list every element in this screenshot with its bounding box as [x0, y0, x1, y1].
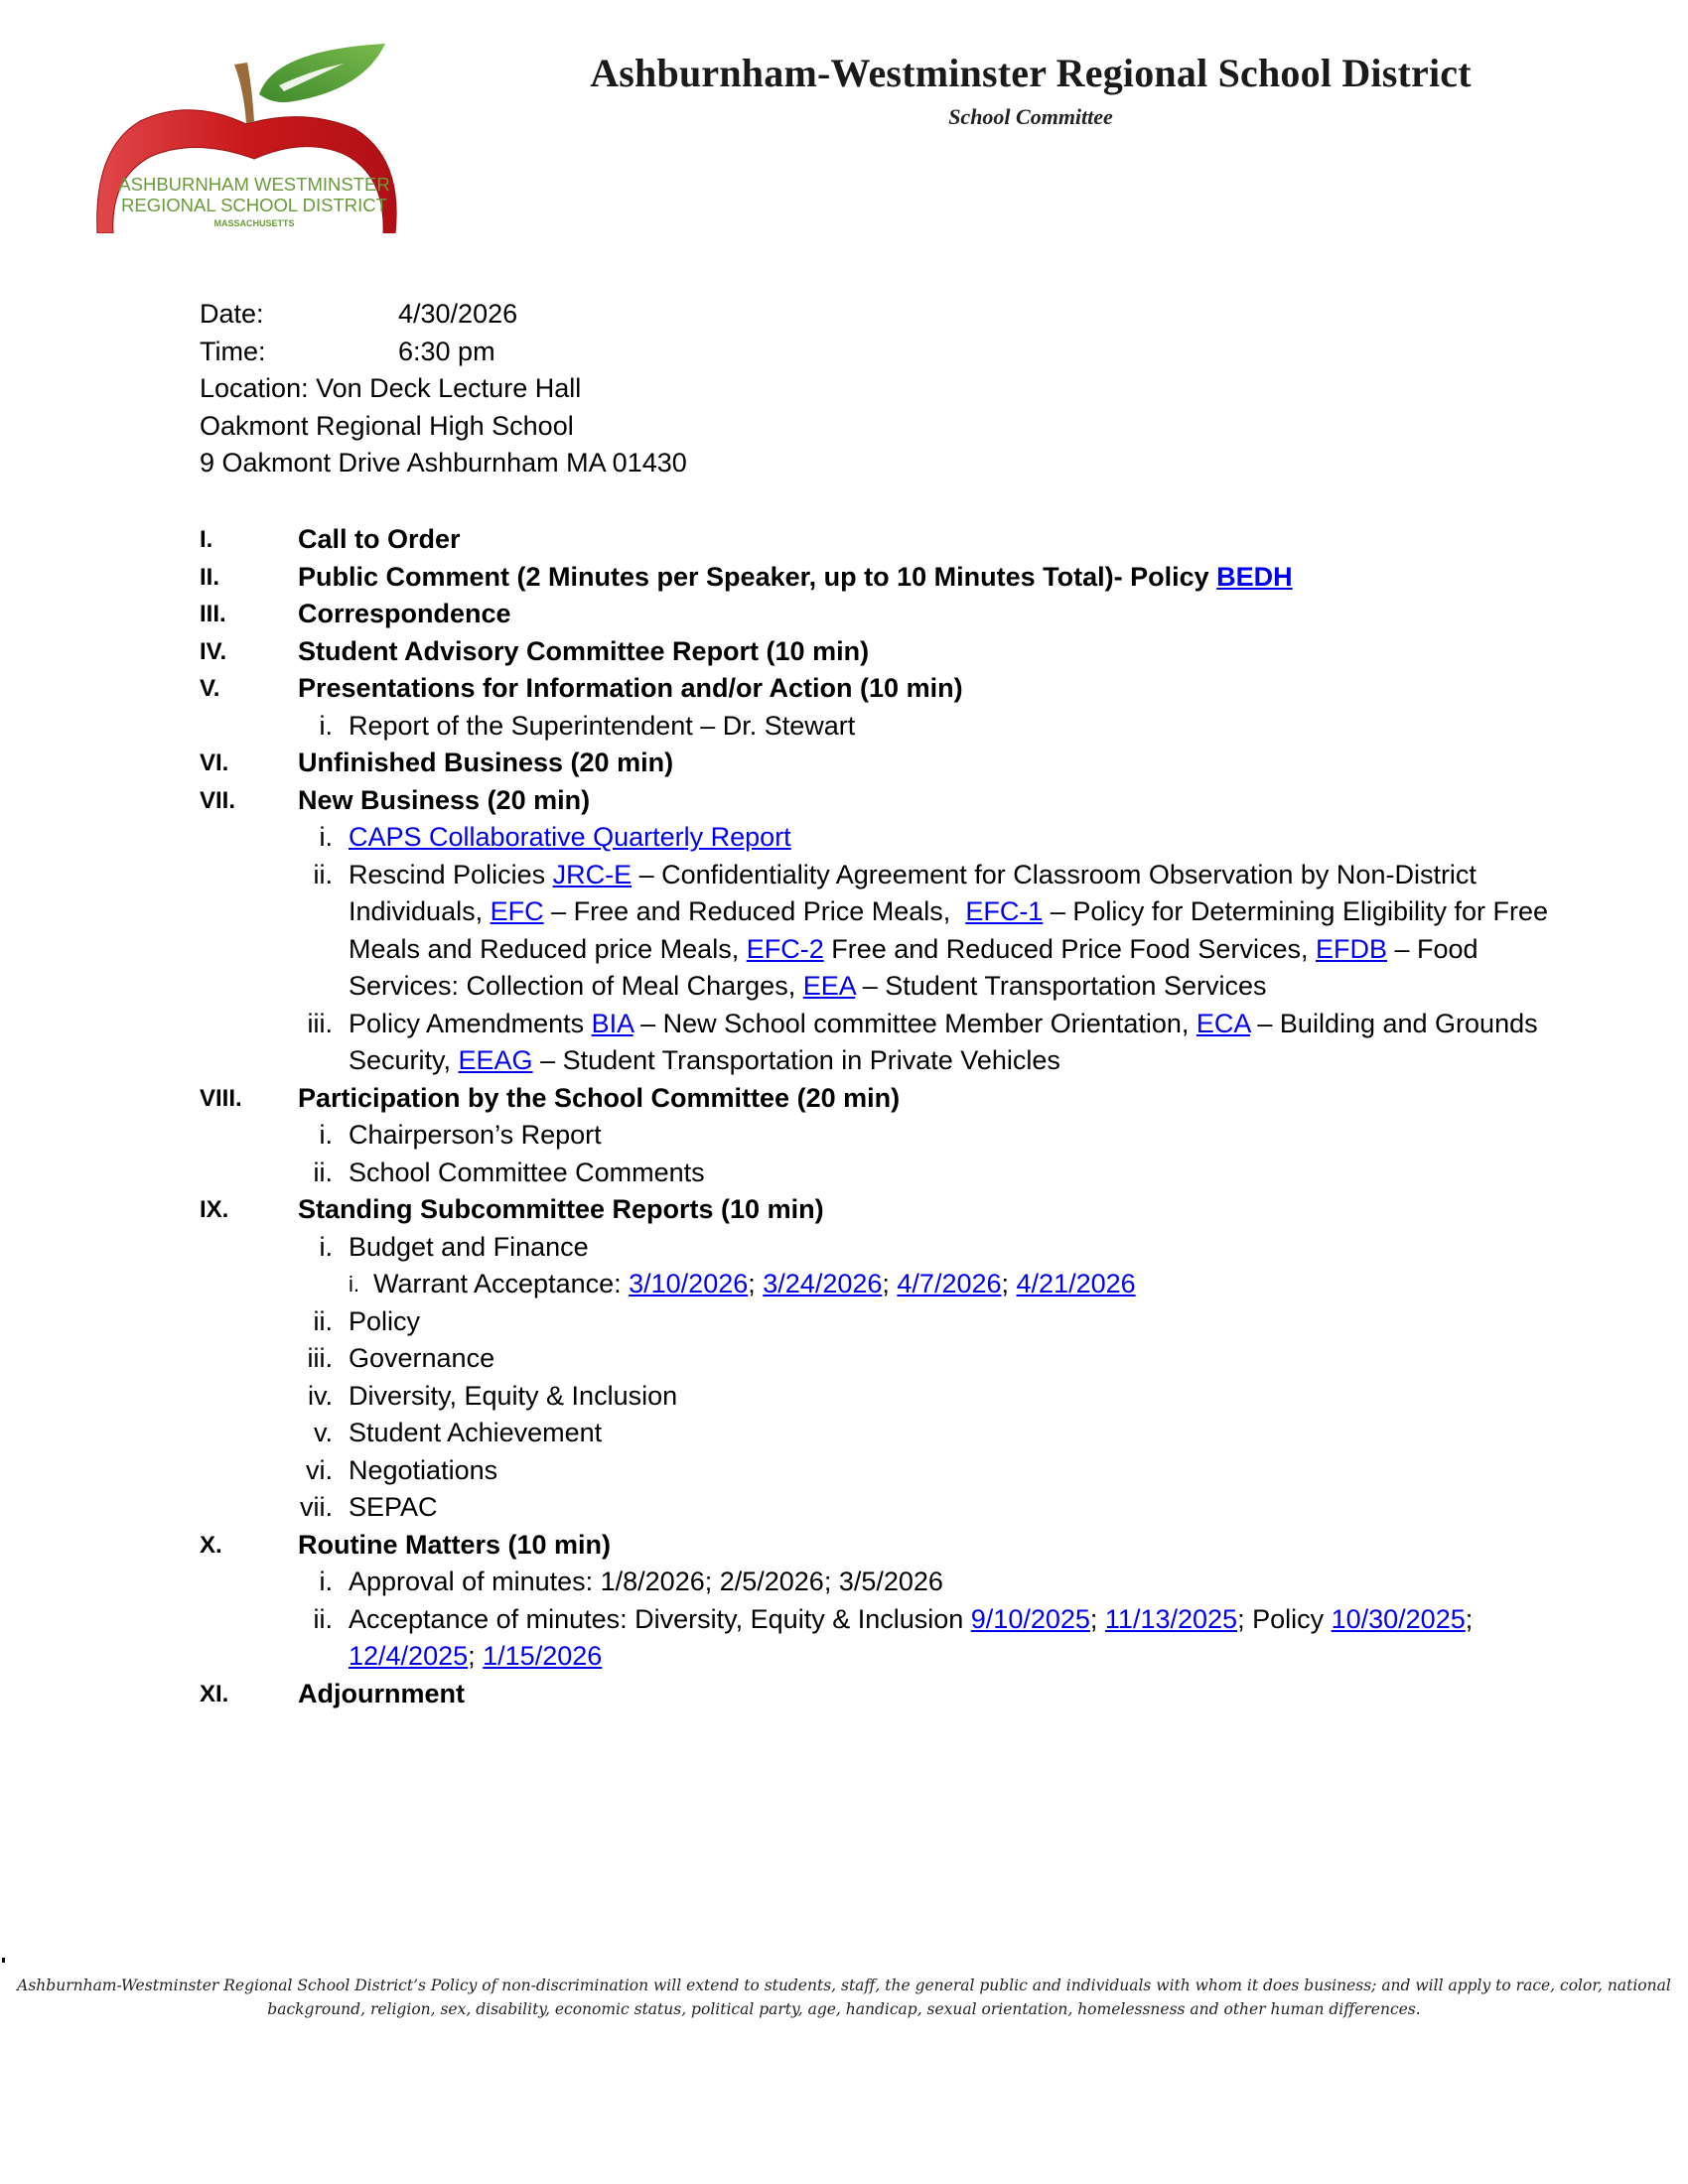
- agenda-item: [200, 670, 1590, 708]
- policy-link-bedh[interactable]: BEDH: [1216, 561, 1293, 592]
- subitem-text: Rescind Policies: [349, 859, 553, 889]
- subitem-text: Governance: [349, 1343, 495, 1373]
- district-logo: [95, 30, 413, 233]
- subitem-text: – Student Transportation in Private Vehicles: [532, 1045, 1060, 1075]
- item-title: Participation by the School Committee (20 min): [298, 1082, 901, 1113]
- subitem-text: Policy: [349, 1305, 421, 1336]
- minutes-link[interactable]: 12/4/2025: [349, 1641, 469, 1671]
- subitem-text: Report of the Superintendent – Dr. Stewart: [349, 710, 856, 741]
- address: 9 Oakmont Drive Ashburnham MA 01430: [200, 448, 687, 478]
- item-number: VII.: [200, 786, 236, 814]
- subitem-number: i.: [319, 822, 333, 852]
- district-title: Ashburnham-Westminster Regional School District: [590, 51, 1472, 95]
- footer-mark: [2, 1958, 5, 1963]
- agenda-subitem: [200, 1452, 1590, 1490]
- policy-link-eea[interactable]: EEA: [802, 971, 856, 1001]
- subitem-number: i.: [319, 1231, 333, 1262]
- agenda-subitem: [200, 1340, 1590, 1378]
- location: Location: Von Deck Lecture Hall: [200, 373, 582, 403]
- subitem-number: i.: [319, 1567, 333, 1596]
- subsubitem-number: i.: [349, 1272, 359, 1297]
- date-value: 4/30/2026: [398, 299, 518, 329]
- committee-subtitle: School Committee: [948, 104, 1113, 129]
- subitem-text: Budget and Finance: [349, 1231, 589, 1262]
- item-number: IV.: [200, 637, 227, 665]
- subitem-text: – Policy for Determining Eligibility for Free Meals and Reduced price Meals,: [349, 896, 1549, 964]
- item-number: XI.: [200, 1680, 229, 1707]
- policy-link-eeag[interactable]: EEAG: [458, 1045, 533, 1075]
- agenda-item: [200, 521, 1590, 559]
- agenda-subitem: [200, 1415, 1590, 1452]
- item-number: VI.: [200, 750, 229, 776]
- item-title: Presentations for Information and/or Action (10 min): [298, 673, 963, 703]
- subitem-number: ii.: [313, 1305, 333, 1336]
- subitem-number: iii.: [307, 1343, 333, 1373]
- agenda-item: [200, 1191, 1590, 1229]
- policy-link-efdb[interactable]: EFDB: [1315, 933, 1387, 964]
- agenda-item: [200, 596, 1590, 633]
- subsubitem-text: Warrant Acceptance:: [373, 1269, 630, 1298]
- agenda-subitem: [200, 1155, 1590, 1192]
- warrant-link[interactable]: 3/10/2026: [629, 1269, 749, 1298]
- item-number: III.: [200, 601, 226, 627]
- minutes-link[interactable]: 9/10/2025: [970, 1603, 1090, 1634]
- agenda-subitem: [200, 1006, 1590, 1080]
- policy-link-jrc-e[interactable]: JRC-E: [552, 859, 633, 889]
- item-number: II.: [200, 563, 220, 591]
- agenda-subitem: [200, 857, 1590, 1006]
- policy-link-efc[interactable]: EFC: [490, 896, 544, 926]
- footer-line-1: Ashburnham-Westminster Regional School District’s Policy of non-discrimination will extend to students, staff, the general public and individuals with whom it does business; and will apply to race, color, national: [17, 1977, 1671, 1994]
- item-number: IX.: [200, 1196, 229, 1223]
- subitem-number: ii.: [313, 859, 333, 889]
- caps-report-link[interactable]: CAPS Collaborative Quarterly Report: [349, 822, 791, 852]
- agenda-item: [200, 633, 1590, 671]
- policy-link-eca[interactable]: ECA: [1196, 1008, 1250, 1038]
- subitem-number: ii.: [313, 1603, 333, 1634]
- agenda-subitem: [200, 1489, 1590, 1527]
- agenda-item: [200, 1527, 1590, 1565]
- date-label: Date:: [200, 299, 264, 329]
- footer-line-2: background, religion, sex, disability, economic status, political party, age, handicap, sexual orientation, homelessness and other human differences.: [267, 2000, 1421, 2018]
- subitem-text: Diversity, Equity & Inclusion: [349, 1380, 678, 1411]
- agenda-subitem: [200, 1117, 1590, 1155]
- item-title: Call to Order: [298, 524, 461, 554]
- agenda-list: [200, 521, 1590, 1712]
- time-label: Time:: [200, 336, 266, 366]
- subitem-text: – Student Transportation Services: [855, 971, 1267, 1001]
- item-title: New Business (20 min): [298, 784, 591, 815]
- subitem-text: Acceptance of minutes: Diversity, Equity & Inclusion: [349, 1603, 971, 1634]
- item-title: Routine Matters (10 min): [298, 1529, 612, 1560]
- time-value: 6:30 pm: [398, 336, 495, 366]
- agenda-subitem: [200, 819, 1590, 857]
- subitem-number: i.: [319, 710, 333, 741]
- subitem-text: – Food Services: Collection of Meal Charges,: [349, 933, 1478, 1001]
- subitem-text: Student Achievement: [349, 1418, 603, 1447]
- policy-link-efc-2[interactable]: EFC-2: [746, 933, 824, 964]
- minutes-link[interactable]: 11/13/2025: [1104, 1603, 1238, 1634]
- item-number: I.: [200, 526, 213, 553]
- subitem-text: Free and Reduced Price Food Services,: [823, 933, 1316, 964]
- warrant-link[interactable]: 4/7/2026: [897, 1269, 1002, 1298]
- item-number: VIII.: [200, 1084, 242, 1112]
- subitem-text: SEPAC: [349, 1492, 438, 1522]
- item-title: Correspondence: [298, 599, 511, 628]
- subitem-number: vi.: [306, 1454, 333, 1485]
- item-title: Unfinished Business (20 min): [298, 748, 674, 777]
- subitem-text: Policy Amendments: [349, 1008, 592, 1038]
- agenda-subitem: [200, 1564, 1590, 1601]
- agenda-item: [200, 559, 1590, 597]
- subitem-number: ii.: [313, 1157, 333, 1187]
- agenda-subitem: [200, 1303, 1590, 1341]
- agenda-item: [200, 1080, 1590, 1118]
- agenda-subitem: [200, 708, 1590, 746]
- subitem-text: – Confidentiality Agreement for Classroom Observation by Non-District Individuals,: [349, 859, 1477, 926]
- agenda-subitem: [200, 1601, 1590, 1676]
- subitem-number: vii.: [300, 1492, 333, 1522]
- subitem-text: Negotiations: [349, 1454, 498, 1485]
- time-row: [200, 334, 687, 371]
- separator: ;: [468, 1641, 484, 1671]
- policy-link-bia[interactable]: BIA: [591, 1008, 633, 1038]
- item-title: Adjournment: [298, 1678, 465, 1708]
- logo-text-line2: REGIONAL SCHOOL DISTRICT: [121, 195, 387, 215]
- agenda-item: [200, 1676, 1590, 1713]
- non-discrimination-footer: [0, 1974, 1688, 2021]
- separator: ;: [1089, 1603, 1105, 1634]
- subitem-text: – New School committee Member Orientation,: [633, 1008, 1196, 1038]
- item-title: Student Advisory Committee Report (10 min): [298, 635, 870, 666]
- subitem-number: iii.: [307, 1008, 333, 1038]
- subitem-text: Approval of minutes: 1/8/2026; 2/5/2026; 3/5/2026: [349, 1567, 943, 1596]
- agenda-subitem: [200, 1229, 1590, 1267]
- agenda-subsubitem: [200, 1266, 1590, 1303]
- separator: ;: [1001, 1269, 1017, 1298]
- warrant-link[interactable]: 4/21/2026: [1016, 1269, 1136, 1298]
- item-number: V.: [200, 675, 220, 702]
- minutes-link[interactable]: 10/30/2025: [1331, 1603, 1466, 1634]
- subitem-text: – Free and Reduced Price Meals,: [543, 896, 966, 926]
- logo-text-line3: MASSACHUSETTS: [213, 218, 295, 228]
- subitem-number: v.: [314, 1418, 333, 1447]
- subitem-text: Chairperson’s Report: [349, 1120, 602, 1150]
- policy-link-efc-1[interactable]: EFC-1: [965, 896, 1044, 926]
- item-title: Public Comment (2 Minutes per Speaker, up to 10 Minutes Total)- Policy: [298, 561, 1217, 592]
- minutes-link[interactable]: 1/15/2026: [483, 1641, 603, 1671]
- agenda-item: [200, 745, 1590, 782]
- subitem-number: iv.: [308, 1380, 333, 1411]
- subitem-number: i.: [319, 1120, 333, 1150]
- venue: Oakmont Regional High School: [200, 410, 574, 441]
- agenda-subitem: [200, 1378, 1590, 1416]
- date-row: [200, 296, 687, 334]
- meeting-details: [200, 296, 687, 482]
- separator: ;: [748, 1269, 764, 1298]
- agenda-item: [200, 782, 1590, 820]
- item-number: X.: [200, 1531, 222, 1559]
- logo-text-line1: ASHBURNHAM WESTMINSTER: [118, 174, 390, 195]
- subitem-text: School Committee Comments: [349, 1157, 705, 1187]
- item-title: Standing Subcommittee Reports (10 min): [298, 1194, 824, 1224]
- separator: ;: [882, 1269, 898, 1298]
- apple-stem-icon: [234, 63, 254, 124]
- warrant-link[interactable]: 3/24/2026: [763, 1269, 883, 1298]
- separator: ;: [1465, 1603, 1474, 1634]
- subitem-text: – Building and Grounds Security,: [349, 1008, 1538, 1075]
- subitem-text: ; Policy: [1237, 1603, 1332, 1634]
